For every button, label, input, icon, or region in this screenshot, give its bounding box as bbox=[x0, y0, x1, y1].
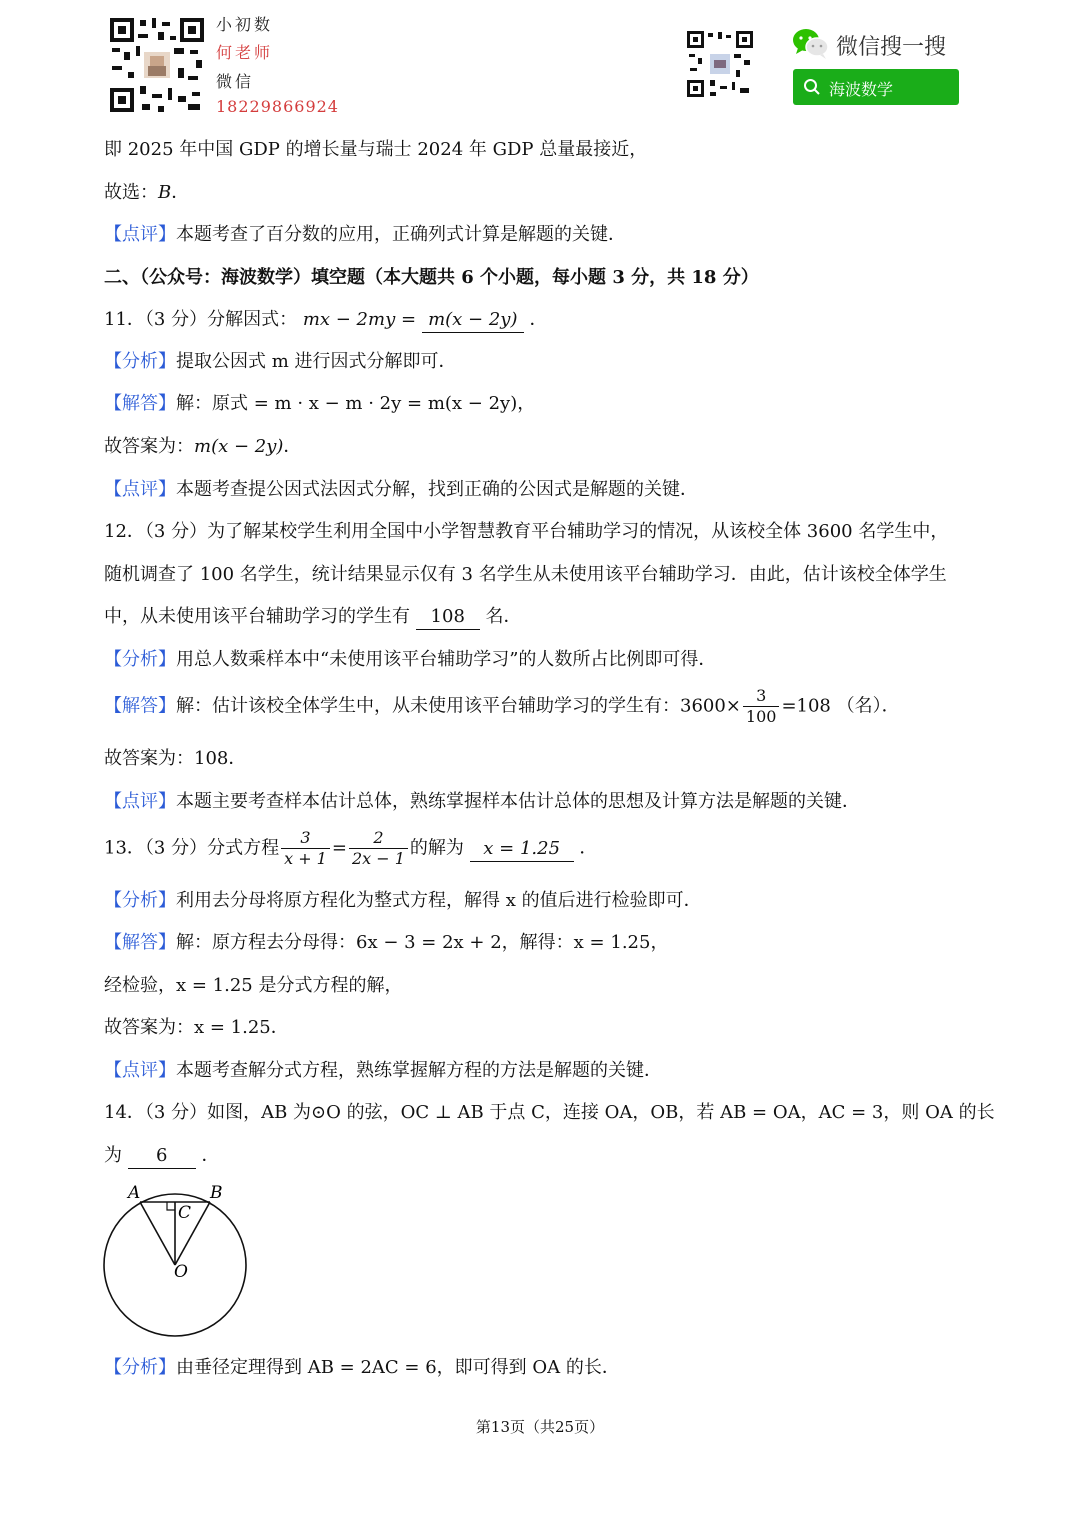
analysis-tag: 【分析】 bbox=[104, 351, 176, 372]
analysis-11 bbox=[104, 350, 457, 374]
review-text: 本题考查了百分数的应用，正确列式计算是解题的关键． bbox=[176, 224, 626, 245]
answer-13: 故答案为：x = 1.25． bbox=[104, 1017, 289, 1038]
question-14-line-1: 14．（3 分）如图，AB 为⊙O 的弦，OC ⊥ AB 于点 C，连接 OA，OB，若 AB = OA，AC = 3，则 OA 的长 bbox=[104, 1102, 995, 1123]
fraction-denominator: x + 1 bbox=[284, 849, 327, 868]
fraction-denominator: 100 bbox=[745, 707, 777, 726]
text-line-gdp: 即 2025 年中国 GDP 的增长量与瑞士 2024 年 GDP 总量最接近， bbox=[104, 139, 648, 160]
analysis-text: 用总人数乘样本中“未使用该平台辅助学习”的人数所占比例即可得． bbox=[176, 649, 717, 670]
solution-text: 解：原式 = m · x − m · 2y = m(x − 2y)， bbox=[176, 393, 536, 414]
analysis-12 bbox=[104, 648, 716, 672]
page-footer: 第13页（共25页） bbox=[475, 1418, 605, 1436]
solution-text: 解：原方程去分母得：6x − 3 = 2x + 2，解得：x = 1.25， bbox=[176, 932, 669, 953]
question-12-line-3 bbox=[104, 605, 521, 630]
choice-value: B bbox=[158, 182, 172, 203]
answer-value: m(x − 2y) bbox=[194, 436, 284, 457]
circle-figure bbox=[98, 1178, 258, 1340]
analysis-text: 利用去分母将原方程化为整式方程，解得 x 的值后进行检验即可． bbox=[176, 890, 702, 911]
analysis-13 bbox=[104, 889, 702, 913]
question-12-line-1: 12．（3 分）为了解某校学生利用全国中小学智慧教育平台辅助学习的情况，从该校全体 3600 名学生中， bbox=[104, 521, 949, 542]
analysis-tag: 【分析】 bbox=[104, 890, 176, 911]
segment-oa bbox=[140, 1202, 175, 1265]
analysis-tag: 【分析】 bbox=[104, 649, 176, 670]
wechat-search-title: 微信搜一搜 bbox=[836, 35, 947, 60]
analysis-tag: 【分析】 bbox=[104, 1357, 176, 1378]
label-a: A bbox=[128, 1183, 141, 1203]
fraction-denominator: 2x − 1 bbox=[351, 849, 405, 868]
review-tag: 【点评】 bbox=[104, 791, 176, 812]
q11-stem: 11．（3 分）分解因式： bbox=[104, 309, 298, 330]
question-13 bbox=[104, 828, 597, 869]
qr-code-left bbox=[108, 16, 206, 114]
q14-period: ． bbox=[201, 1145, 220, 1166]
label-c: C bbox=[178, 1203, 192, 1223]
solution-tag: 【解答】 bbox=[104, 393, 176, 414]
fraction bbox=[743, 686, 780, 727]
q13-answer-blank: x = 1.25 bbox=[470, 837, 574, 862]
solution-result: =108 （名）． bbox=[781, 695, 900, 717]
section-heading: 二、（公众号：海波数学）填空题（本大题共 6 个小题，每小题 3 分，共 18 分） bbox=[104, 267, 759, 288]
q13-stem: 13．（3 分）分式方程 bbox=[104, 837, 280, 859]
analysis-text: 由垂径定理得到 AB = 2AC = 6，即可得到 OA 的长． bbox=[176, 1357, 620, 1378]
solution-text: 解：估计该校全体学生中，从未使用该平台辅助学习的学生有：3600× bbox=[176, 695, 741, 717]
question-14-line-2 bbox=[104, 1144, 219, 1169]
review-text: 本题主要考查样本估计总体，熟练掌握样本估计总体的思想及计算方法是解题的关键． bbox=[176, 791, 860, 812]
question-12-line-2: 随机调查了 100 名学生，统计结果显示仅有 3 名学生从未使用该平台辅助学习．由此，估计该校全体学生 bbox=[104, 564, 947, 585]
fraction-right bbox=[349, 828, 408, 869]
q12-unit: 名． bbox=[485, 606, 522, 627]
review-tag: 【点评】 bbox=[104, 1060, 176, 1081]
search-button-label: 海波数学 bbox=[829, 80, 894, 99]
solution-tag: 【解答】 bbox=[104, 932, 176, 953]
q11-expression: mx − 2my = bbox=[302, 309, 417, 330]
review-11 bbox=[104, 478, 698, 502]
fraction-numerator: 3 bbox=[743, 686, 780, 707]
answer-label: 故答案为： bbox=[104, 436, 194, 457]
review-text: 本题考查提公因式法因式分解，找到正确的公因式是解题的关键． bbox=[176, 479, 698, 500]
review-tag: 【点评】 bbox=[104, 224, 176, 245]
wechat-logo-icon bbox=[792, 28, 830, 60]
q12-stem: 中，从未使用该平台辅助学习的学生有 bbox=[104, 606, 410, 627]
search-icon bbox=[803, 78, 821, 96]
solution-13 bbox=[104, 931, 668, 955]
search-button[interactable] bbox=[793, 69, 959, 105]
analysis-text: 提取公因式 m 进行因式分解即可． bbox=[176, 351, 457, 372]
review-12 bbox=[104, 790, 860, 814]
qr-code-right bbox=[686, 30, 754, 98]
review-text: 本题考查解分式方程，熟练掌握解方程的方法是解题的关键． bbox=[176, 1060, 662, 1081]
q14-answer-blank: 6 bbox=[128, 1144, 196, 1169]
q13-period: ． bbox=[579, 837, 598, 859]
handwriting-phone: 18229866924 bbox=[216, 97, 339, 116]
fraction-left bbox=[281, 828, 330, 869]
period: ． bbox=[171, 182, 190, 203]
q13-solution-phrase: 的解为 bbox=[409, 837, 464, 859]
right-angle-mark bbox=[167, 1202, 175, 1210]
solution-11 bbox=[104, 392, 535, 416]
question-11 bbox=[104, 308, 548, 333]
review-10 bbox=[104, 223, 626, 247]
answer-11 bbox=[104, 435, 301, 459]
fraction-numerator: 2 bbox=[349, 828, 408, 849]
fraction-numerator: 3 bbox=[281, 828, 330, 849]
handwriting-teacher: 何老师 bbox=[216, 43, 274, 62]
handwriting-line-1: 小初数 bbox=[216, 15, 274, 34]
review-tag: 【点评】 bbox=[104, 479, 176, 500]
equals-sign: = bbox=[331, 837, 347, 859]
q11-answer-blank: m(x − 2y) bbox=[422, 308, 524, 333]
review-13 bbox=[104, 1059, 662, 1083]
solution-tag: 【解答】 bbox=[104, 695, 176, 717]
label-o: O bbox=[174, 1262, 188, 1282]
text-line-choice bbox=[104, 181, 189, 205]
label-b: B bbox=[210, 1183, 223, 1203]
solution-12 bbox=[104, 686, 900, 727]
q11-period: ． bbox=[529, 309, 548, 330]
check-13: 经检验，x = 1.25 是分式方程的解， bbox=[104, 975, 403, 996]
analysis-14 bbox=[104, 1356, 620, 1380]
q12-answer-blank: 108 bbox=[416, 605, 480, 630]
handwriting-wechat: 微信 bbox=[216, 72, 255, 91]
q14-stem: 为 bbox=[104, 1145, 122, 1166]
choice-label: 故选： bbox=[104, 182, 158, 203]
answer-12: 故答案为：108． bbox=[104, 748, 247, 769]
period: ． bbox=[283, 436, 302, 457]
